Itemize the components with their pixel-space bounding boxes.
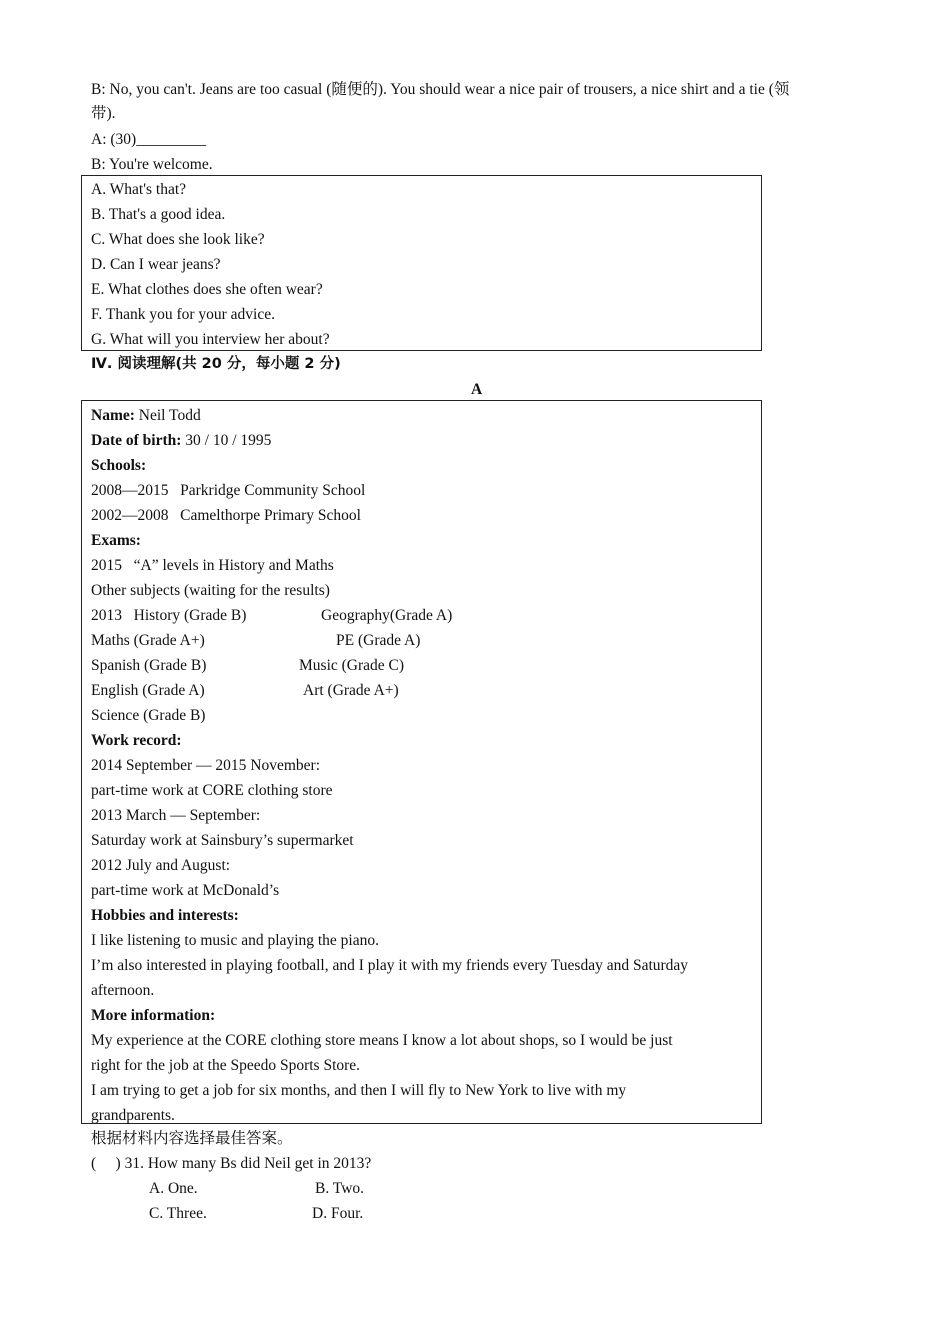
cv-exams-label: Exams:	[91, 532, 141, 549]
more-line-1: My experience at the CORE clothing store means I know a lot about shops, so I would be just	[91, 1032, 673, 1049]
cv-school-2: 2002—2008 Camelthorpe Primary School	[91, 507, 361, 524]
grade-english: English (Grade A)	[91, 682, 205, 699]
work-line-6: part-time work at McDonald’s	[91, 882, 280, 899]
cv-dob-label: Date of birth:	[91, 432, 182, 449]
grade-pe: PE (Grade A)	[336, 632, 421, 649]
work-line-3: 2013 March — September:	[91, 807, 261, 824]
option-a: A. What's that?	[91, 181, 187, 198]
grade-science: Science (Grade B)	[91, 707, 206, 724]
work-line-4: Saturday work at Sainsbury’s supermarket	[91, 832, 354, 849]
cv-name	[91, 403, 201, 428]
dialogue-b-welcome: B: You're welcome.	[91, 156, 213, 173]
cv-exam-waiting: Other subjects (waiting for the results)	[91, 582, 330, 599]
cv-exam-a-levels: 2015 “A” levels in History and Maths	[91, 557, 334, 574]
more-line-3: I am trying to get a job for six months, and then I will fly to New York to live with my	[91, 1082, 627, 1099]
choice-d: D. Four.	[312, 1205, 364, 1222]
hobbies-line-3: afternoon.	[91, 982, 155, 999]
grade-geography: Geography(Grade A)	[321, 607, 453, 624]
dialogue-b-line-2: 带).	[91, 105, 116, 122]
cv-dob	[91, 428, 271, 453]
choice-b: B. Two.	[315, 1180, 365, 1197]
section-heading: Ⅳ. 阅读理解(共 20 分，每小题 2 分)	[91, 356, 341, 372]
dialogue-a-line: A: (30)_________	[91, 131, 206, 148]
cv-name-label: Name:	[91, 407, 135, 424]
grade-history: 2013 History (Grade B)	[91, 607, 247, 624]
hobbies-line-2: I’m also interested in playing football, and I play it with my friends every Tuesday and Saturday	[91, 957, 689, 974]
choice-c: C. Three.	[149, 1205, 207, 1222]
option-c: C. What does she look like?	[91, 231, 265, 248]
work-line-2: part-time work at CORE clothing store	[91, 782, 333, 799]
cv-dob-value: 30 / 10 / 1995	[181, 432, 272, 449]
option-d: D. Can I wear jeans?	[91, 256, 221, 273]
question-instruction: 根据材料内容选择最佳答案。	[91, 1130, 293, 1147]
cv-schools-label: Schools:	[91, 457, 147, 474]
more-line-4: grandparents.	[91, 1107, 175, 1124]
option-b: B. That's a good idea.	[91, 206, 226, 223]
cv-hobbies-label: Hobbies and interests:	[91, 907, 239, 924]
more-line-2: right for the job at the Speedo Sports Store.	[91, 1057, 361, 1074]
cv-name-value: Neil Todd	[134, 407, 201, 424]
grade-spanish: Spanish (Grade B)	[91, 657, 207, 674]
cv-more-label: More information:	[91, 1007, 216, 1024]
work-line-1: 2014 September — 2015 November:	[91, 757, 321, 774]
grade-maths: Maths (Grade A+)	[91, 632, 205, 649]
option-g: G. What will you interview her about?	[91, 331, 330, 348]
option-e: E. What clothes does she often wear?	[91, 281, 323, 298]
question-stem: ( ) 31. How many Bs did Neil get in 2013?	[91, 1155, 372, 1172]
option-f: F. Thank you for your advice.	[91, 306, 276, 323]
hobbies-line-1: I like listening to music and playing the piano.	[91, 932, 379, 949]
grade-art: Art (Grade A+)	[303, 682, 399, 699]
cv-school-1: 2008—2015 Parkridge Community School	[91, 482, 366, 499]
choice-a: A. One.	[149, 1180, 198, 1197]
grade-music: Music (Grade C)	[299, 657, 405, 674]
work-line-5: 2012 July and August:	[91, 857, 231, 874]
cv-work-label: Work record:	[91, 732, 182, 749]
passage-label: A	[471, 381, 483, 398]
dialogue-b-line-1: B: No, you can't. Jeans are too casual (随便的). You should wear a nice pair of trousers, a nice shirt and a tie (领	[91, 81, 790, 98]
